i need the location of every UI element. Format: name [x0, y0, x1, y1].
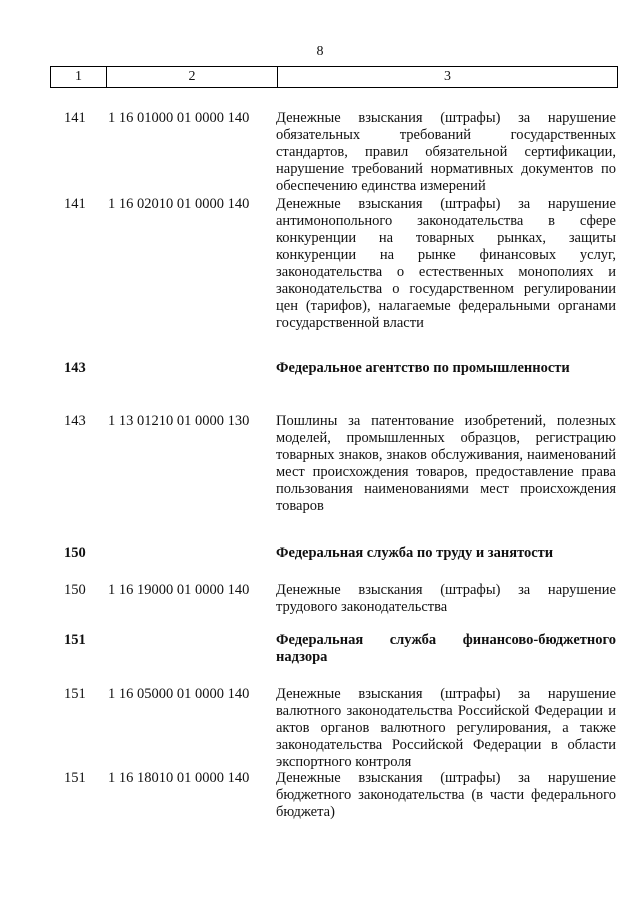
row-number: 151 [64, 686, 86, 702]
header-col-3: 3 [444, 69, 451, 84]
section-title: Федеральное агентство по промышленности [276, 360, 570, 376]
row-code: 1 16 02010 01 0000 140 [108, 196, 250, 212]
row-code: 1 16 19000 01 0000 140 [108, 582, 250, 598]
row-number: 141 [64, 196, 86, 212]
row-description: Денежные взыскания (штрафы) за нарушение антимонопольного законодательства в сфере конкуренции на товарных рынках, защиты конкуренции на рынке финансовых услуг, законодательства о естественных монополиях и законодательства о государственном регулировании цен (тарифов), налагаемые федеральными органами государственной власти [276, 196, 616, 331]
row-description: Денежные взыскания (штрафы) за нарушение обязательных требований государственных стандартов, правил обязательной сертификации, нарушение требований нормативных документов по обеспечению единства измерений [276, 110, 616, 194]
row-code: 1 16 18010 01 0000 140 [108, 770, 250, 786]
row-code: 1 16 01000 01 0000 140 [108, 110, 250, 126]
row-number: 150 [64, 582, 86, 598]
section-title: Федеральная служба финансово-бюджетного надзора [276, 632, 616, 665]
header-col-2: 2 [107, 67, 278, 87]
row-number: 151 [64, 632, 86, 648]
row-description: Денежные взыскания (штрафы) за нарушение бюджетного законодательства (в части федерального бюджета) [276, 770, 616, 820]
row-number: 151 [64, 770, 86, 786]
row-description: Денежные взыскания (штрафы) за нарушение валютного законодательства Российской Федерации и актов органов валютного регулирования, а также законодательства Российской Федерации в области экспортного контроля [276, 686, 616, 770]
row-number: 141 [64, 110, 86, 126]
page-number: 8 [316, 44, 324, 59]
row-number: 150 [64, 545, 86, 561]
row-number: 143 [64, 360, 86, 376]
row-code: 1 16 05000 01 0000 140 [108, 686, 250, 702]
row-number: 143 [64, 413, 86, 429]
row-code: 1 13 01210 01 0000 130 [108, 413, 250, 429]
row-description: Пошлины за патентование изобретений, полезных моделей, промышленных образцов, регистрацию товарных знаков, знаков обслуживания, наименований мест происхождения товаров, предоставление права пользования наименованиями мест происхождения товаров [276, 413, 616, 514]
section-title: Федеральная служба по труду и занятости [276, 545, 554, 561]
table-header [50, 66, 618, 88]
header-col-1: 1 [51, 67, 107, 87]
row-description: Денежные взыскания (штрафы) за нарушение трудового законодательства [276, 582, 616, 615]
